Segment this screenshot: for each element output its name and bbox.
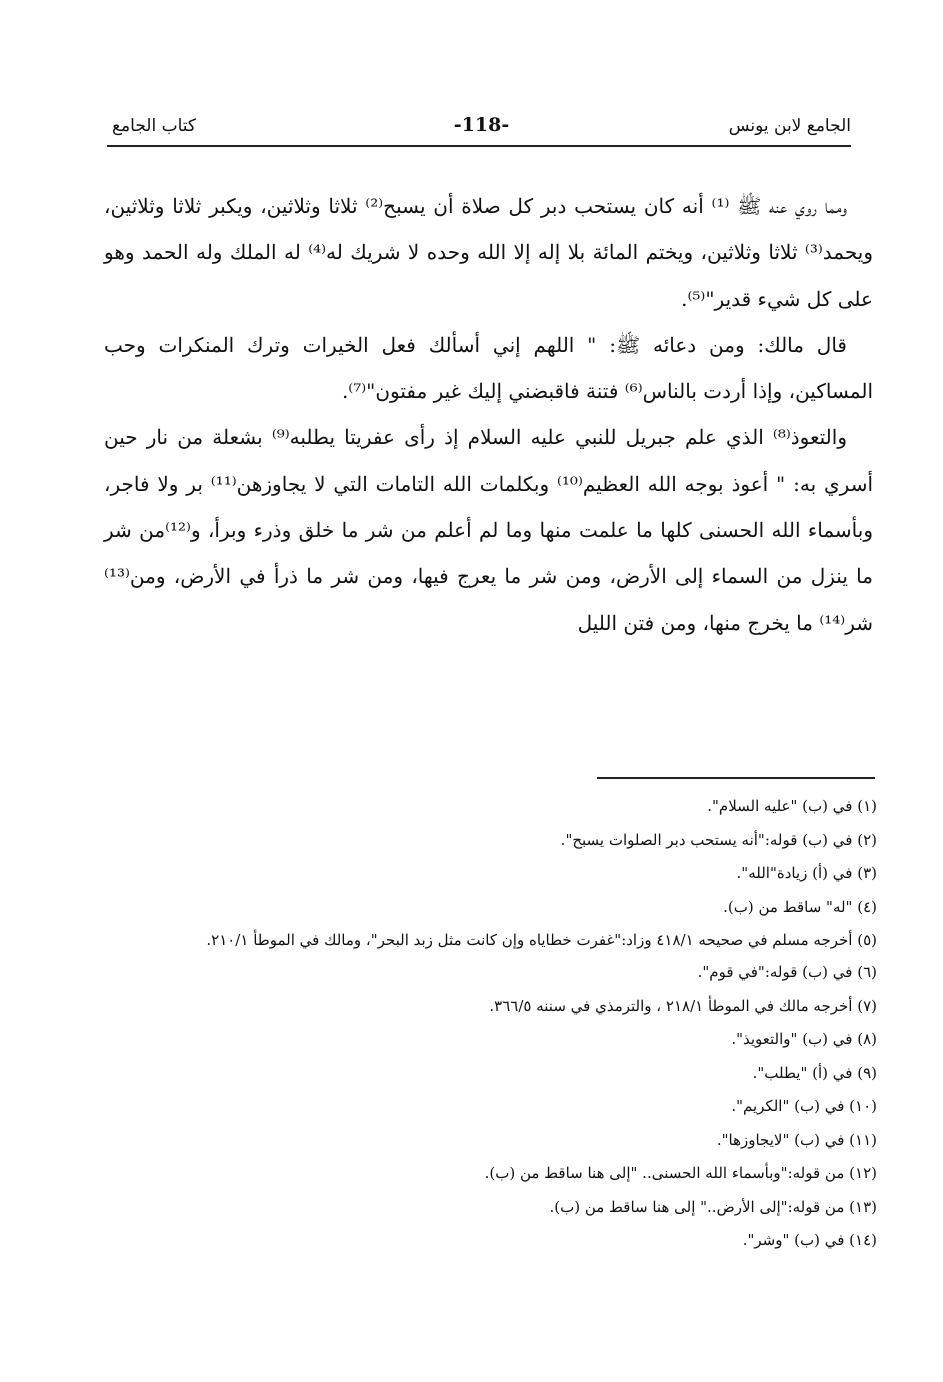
header-rule — [107, 145, 851, 147]
main-text — [104, 183, 873, 646]
footnote-3: (٣) في (أ) زيادة"الله". — [736, 864, 877, 882]
footnotes — [104, 790, 877, 1258]
footnote-11: (١١) في (ب) "لايجاوزها". — [716, 1130, 877, 1149]
footnote-6: (٦) في (ب) قوله:"في قوم". — [697, 963, 877, 981]
footnote-separator — [597, 777, 875, 779]
footnote-1: (١) في (ب) "عليه السلام". — [707, 797, 877, 815]
footnote-12: (١٢) من قوله:"وبأسماء الله الحسنى.. "إلى هنا ساقط من (ب). — [484, 1164, 877, 1182]
footnote-9: (٩) في (أ) "يطلب". — [752, 1063, 877, 1082]
footnote-2: (٢) في (ب) قوله:"أنه يستحب دبر الصلوات يسبح". — [560, 830, 877, 849]
footnote-7: (٧) أخرجه مالك في الموطأ ٢١٨/١ ، والترمذي في سننه ٣٦٦/٥. — [489, 996, 877, 1015]
paragraph-tasbih: ومما روي عنه ﷺ ⁽¹⁾ أنه كان يستحب دبر كل صلاة أن يسبح⁽²⁾ ثلاثا وثلاثين، ويكبر ثلاثا وثلاثين، ويحمد⁽³⁾ ثلاثا وثلاثين، ويختم المائة بلا إله إلا الله وحده لا شريك له⁽⁴⁾ له الملك وله الحمد وهو على كل شيء قدير"⁽⁵⁾. — [104, 194, 873, 311]
footnote-13: (١٣) من قوله:"إلى الأرض.." إلى هنا ساقط من (ب). — [549, 1197, 877, 1216]
footnote-4: (٤) "له" ساقط من (ب). — [723, 897, 877, 916]
footnote-8: (٨) في (ب) "والتعويذ". — [731, 1030, 877, 1048]
page-header — [112, 116, 851, 140]
footnote-14: (١٤) في (ب) "وشر". — [742, 1231, 877, 1249]
header-author: الجامع لابن يونس — [728, 116, 851, 136]
footnote-10: (١٠) في (ب) "الكريم". — [731, 1097, 877, 1115]
page-number: -118- — [453, 114, 510, 136]
paragraph-dua: قال مالك: ومن دعائه ﷺ: " اللهم إني أسألك فعل الخيرات وترك المنكرات وحب المساكين، وإذا أردت بالناس⁽⁶⁾ فتنة فاقبضني إليك غير مفتون"⁽⁷⁾. — [104, 332, 873, 404]
footnote-5: (٥) أخرجه مسلم في صحيحه ٤١٨/١ وزاد:"غفرت خطاياه وإن كانت مثل زبد البحر"، ومالك في الموطأ ٢١٠/١. — [206, 931, 877, 949]
paragraph-taawudh: والتعوذ⁽⁸⁾ الذي علم جبريل للنبي عليه السلام إذ رأى عفريتا يطلبه⁽⁹⁾ بشعلة من نار حين أسري به: " أعوذ بوجه الله العظيم⁽¹⁰⁾ وبكلمات الله التامات التي لا يجاوزهن⁽¹¹⁾ بر ولا فاجر، وبأسماء الله الحسنى كلها ما علمت منها وما لم أعلم من شر ما خلق وذرء وبرأ، و⁽¹²⁾من شر ما ينزل من السماء إلى الأرض، ومن شر ما يعرج فيها، ومن شر ما ذرأ في الأرض، ومن⁽¹³⁾ شر⁽¹⁴⁾ ما يخرج منها، ومن فتن الليل — [104, 425, 874, 635]
header-book-title: كتاب الجامع — [112, 116, 197, 136]
